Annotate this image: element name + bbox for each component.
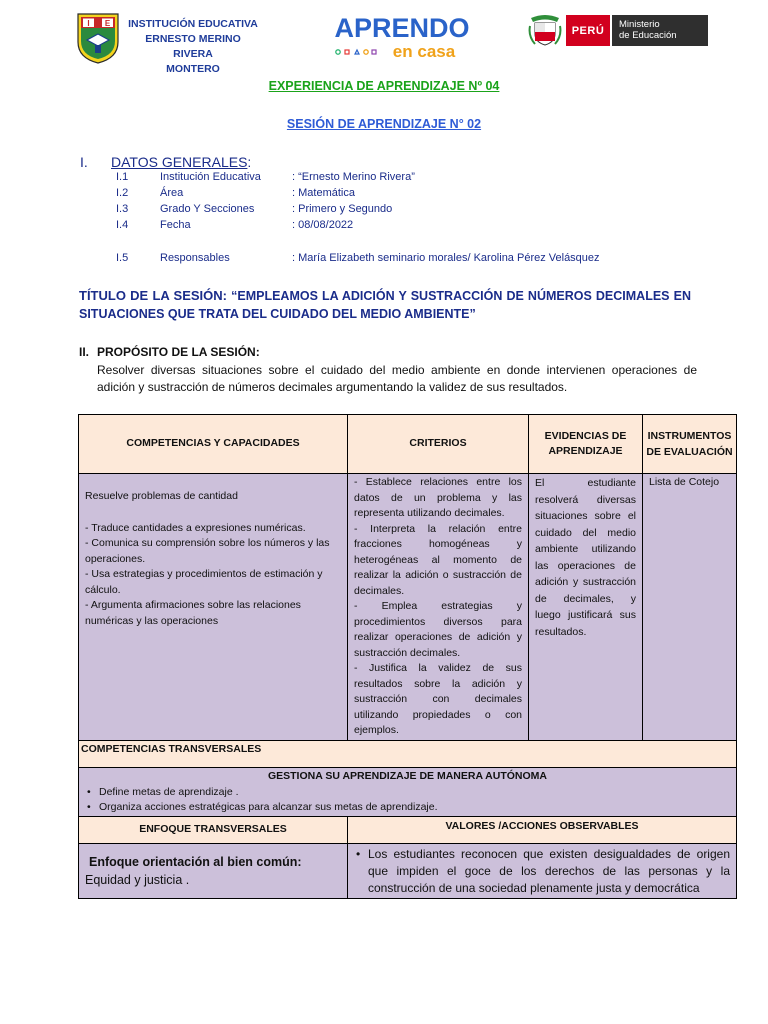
ministerio-line-1: Ministerio — [619, 19, 660, 30]
valores-item: • Los estudiantes reconocen que existen desigualdades de origen que impiden el goce de los derechos de las personas y la construcción de una sociedad plenamente justa y democrática — [368, 846, 730, 897]
shield-letter-i: I — [87, 19, 90, 28]
proposito-label: PROPÓSITO DE LA SESIÓN: — [97, 345, 260, 359]
institution-line-2: ERNESTO MERINO RIVERA — [145, 33, 241, 60]
peru-label: PERÚ — [571, 24, 605, 37]
valores-cell — [347, 843, 737, 899]
criterio-item: - Interpreta la relación entre fracciones homogéneas y heterogéneas al momento de realizar la adición o sustracción de decimales. — [354, 522, 522, 597]
enfoque-cell — [78, 843, 348, 899]
evidencia-text: El estudiante resolverá diversas situaciones sobre el cuidado del medio ambiente utilizando las operaciones de adición y sustracción de decimales, y luego justificará sus resultados. — [535, 477, 636, 638]
datos-row-number: I.3 — [116, 203, 129, 215]
criterio-item: - Emplea estrategias y procedimientos diversos para realizar operaciones de adición y sustracción decimales. — [354, 600, 522, 659]
criterios-cell — [347, 473, 529, 741]
gestiona-list — [85, 785, 730, 816]
datos-row-value: : María Elizabeth seminario morales/ Karolina Pérez Velásquez — [292, 252, 600, 264]
header-evidencias-label: EVIDENCIAS DE APRENDIZAJE — [544, 429, 627, 457]
instrumentos-cell — [642, 473, 737, 741]
header-evidencias — [528, 414, 643, 474]
header-competencias — [78, 414, 348, 474]
session-title-text: “EMPLEAMOS LA ADICIÓN Y SUSTRACCIÓN DE NÚMEROS DECIMALES EN SITUACIONES QUE TRATA DEL CUIDADO DEL MEDIO AMBIENTE” — [79, 289, 691, 321]
datos-row-label: Responsables — [160, 252, 230, 264]
header-enfoque — [78, 816, 348, 844]
datos-row-grado — [116, 203, 736, 218]
aprendo-wordmark: APRENDO — [334, 13, 470, 43]
competencias-cell — [78, 473, 348, 741]
header-valores-label: VALORES /ACCIONES OBSERVABLES — [445, 820, 639, 832]
datos-row-value: : Primero y Segundo — [292, 203, 393, 215]
institution-line-1: INSTITUCIÓN EDUCATIVA — [128, 18, 258, 30]
proposito-heading — [79, 345, 260, 359]
datos-row-value: : 08/08/2022 — [292, 219, 354, 231]
datos-row-label: Fecha — [160, 219, 191, 231]
institution-line-3: MONTERO — [166, 63, 220, 75]
competencias-table — [78, 414, 737, 899]
datos-row-value: : “Ernesto Merino Rivera” — [292, 171, 415, 183]
datos-row-number: I.2 — [116, 187, 129, 199]
datos-row-label: Institución Educativa — [160, 171, 261, 183]
header-instrumentos — [642, 414, 737, 474]
header-valores — [347, 816, 737, 844]
experience-title: EXPERIENCIA DE APRENDIZAJE Nº 04 — [268, 79, 500, 93]
instrumento-text: Lista de Cotejo — [649, 476, 720, 488]
datos-row-label: Grado Y Secciones — [160, 203, 255, 215]
ministerio-line-2: de Educación — [619, 30, 677, 41]
session-title-block — [79, 287, 691, 323]
datos-row-area — [116, 187, 736, 202]
enfoque-value: Equidad y justicia . — [85, 873, 190, 887]
en-casa-wordmark: en casa — [392, 42, 456, 61]
datos-generales-heading — [80, 154, 251, 170]
evidencias-cell — [528, 473, 643, 741]
datos-row-number: I.4 — [116, 219, 129, 231]
enfoque-title: Enfoque orientación al bien común: — [89, 855, 302, 869]
shield-letter-e: E — [104, 19, 111, 28]
datos-row-institucion — [116, 171, 736, 186]
capacidad-item: - Comunica su comprensión sobre los números y las operaciones. — [85, 537, 330, 565]
ministerio-brand-box — [612, 15, 708, 46]
datos-generales-label: DATOS GENERALES — [111, 154, 248, 170]
criterio-item: - Establece relaciones entre los datos de un problema y las representa utilizando decimales. — [354, 476, 522, 519]
capacidad-item: - Traduce cantidades a expresiones numéricas. — [85, 521, 306, 534]
valores-list — [354, 846, 730, 897]
datos-row-number: I.5 — [116, 252, 129, 264]
aprendo-en-casa-logo — [330, 10, 475, 66]
proposito-text: Resolver diversas situaciones sobre el cuidado del medio ambiente en donde intervienen operaciones de adición y sustracción de números decimales argumentando la validez de sus resultados. — [97, 363, 697, 394]
datos-generales-colon: : — [247, 154, 252, 170]
header-criterios-label: CRITERIOS — [409, 437, 467, 450]
school-shield-logo — [76, 12, 120, 64]
transversales-row — [78, 740, 737, 768]
institution-name — [125, 17, 261, 77]
peru-coat-of-arms-icon — [527, 12, 563, 48]
datos-row-label: Área — [160, 187, 184, 199]
datos-row-value: : Matemática — [292, 187, 355, 199]
competencia-title: Resuelve problemas de cantidad — [85, 490, 238, 502]
criterio-item: - Justifica la validez de sus resultados sobre la adición y sustracción con decimales utilizando propiedades o con ejemplos. — [354, 662, 522, 736]
capacidad-item: - Usa estrategias y procedimientos de estimación y cálculo. — [85, 568, 323, 596]
peru-brand-box — [566, 15, 610, 46]
header-criterios — [347, 414, 529, 474]
header-enfoque-label: ENFOQUE TRANSVERSALES — [139, 823, 287, 836]
gestiona-item: • Define metas de aprendizaje . — [99, 785, 730, 801]
datos-generales-numeral: I. — [80, 154, 88, 170]
gestiona-title: GESTIONA SU APRENDIZAJE DE MANERA AUTÓNOMA — [267, 770, 548, 782]
session-title: SESIÓN DE APRENDIZAJE N° 02 — [286, 117, 482, 131]
datos-row-number: I.1 — [116, 171, 129, 183]
capacidad-item: - Argumenta afirmaciones sobre las relaciones numéricas y las operaciones — [85, 599, 301, 627]
header-competencias-label: COMPETENCIAS Y CAPACIDADES — [126, 437, 300, 450]
session-title-lead: TÍTULO DE LA SESIÓN: — [79, 288, 227, 303]
header-instrumentos-label: INSTRUMENTOS DE EVALUACIÓN — [646, 430, 733, 458]
proposito-numeral: II. — [79, 345, 90, 359]
datos-row-responsables — [116, 252, 736, 267]
transversales-label: COMPETENCIAS TRANSVERSALES — [81, 743, 262, 755]
gestiona-row — [78, 767, 737, 817]
datos-row-fecha — [116, 219, 736, 234]
gestiona-item: • Organiza acciones estratégicas para alcanzar sus metas de aprendizaje. — [99, 800, 730, 816]
